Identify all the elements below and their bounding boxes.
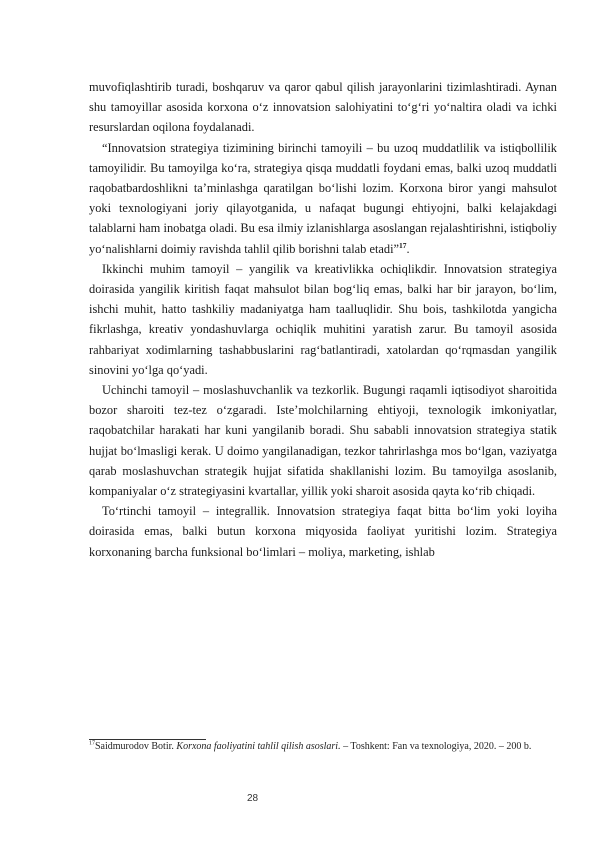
footnote-divider bbox=[89, 739, 206, 740]
page-number: 28 bbox=[246, 793, 259, 804]
paragraph-fourth-principle: To‘rtinchi tamoyil – integrallik. Innovatsion strategiya faqat bitta bo‘lim yoki loyiha doirasida emas, balki butun korxona miqyosida faoliyat yuritishi lozim. Strategiya korxonaning barcha funksional bo‘limlari – moliya, marketing, ishlab bbox=[89, 504, 557, 559]
quote-text: “Innovatsion strategiya tizimining birinchi tamoyili – bu uzoq muddatlilik va istiqbollilik tamoyilidir. Bu tamoyilga ko‘ra, strategiya qisqa muddatli foydani emas, balki uzoq muddatli raqobatbardoshlikni ta’minlashga qaratilgan bo‘lishi lozim. Korxona biror yangi mahsulot yoki texnologiyani joriy qilayotganida, u nafaqat bugungi ehtiyojni, balki kelajakdagi talablarni ham inobatga oladi. Bu esa ilmiy izlanishlarga asoslangan rejalashtirishni, istiqboliy yo‘nalishlarni doimiy ravishda tahlil qilib borishni talab etadi” bbox=[89, 140, 557, 256]
paragraph-first-principle bbox=[89, 138, 557, 259]
paragraph-third-principle: Uchinchi tamoyil – moslashuvchanlik va tezkorlik. Bugungi raqamli iqtisodiyot sharoitida bozor sharoiti tez-tez o‘zgaradi. Iste’molchilarning ehtiyoji, texnologik imkoniyatlar, raqobatchilar harakati har kuni yangilanib boradi. Shu sababli innovatsion strategiya statik hujjat bo‘lmasligi kerak. U doimo yangilanadigan, tezkor tahrirlashga mos bo‘lgan, vaziyatga qarab moslashuvchan strategik hujjat sifatida shakllanishi lozim. Bu tamoyilga asoslanib, kompaniyalar o‘z strategiyasini kvartallar, yillik yoki sharoit asosida qayta ko‘rib chiqadi. bbox=[89, 383, 557, 499]
footnote-reference[interactable]: 17 bbox=[399, 240, 407, 250]
footnote bbox=[89, 741, 559, 753]
footnote-number: 17 bbox=[89, 740, 95, 747]
paragraph-continuation: muvofiqlashtirib turadi, boshqaruv va qaror qabul qilish jarayonlarini tizimlashtiradi. Aynan shu tamoyillar asosida korxona o‘z innovatsion salohiyatini to‘g‘ri yo‘naltira oladi va ichki resurslardan oqilona foydalanadi. bbox=[89, 80, 557, 135]
footnote-publisher: – Toshkent: Fan va texnologiya, 2020. – 200 b. bbox=[340, 741, 532, 752]
footnote-author: Saidmurodov Botir. bbox=[95, 741, 177, 752]
page-body bbox=[89, 77, 557, 562]
paragraph-second-principle: Ikkinchi muhim tamoyil – yangilik va kreativlikka ochiqlikdir. Innovatsion strategiya doirasida yangilik kiritish faqat mahsulot bilan bog‘liq emas, balki har bir jarayon, bo‘lim, ishchi muhit, hatto tashkiliy madaniyatga ham taalluqlidir. Shu bois, tashkilotda yangicha fikrlashga, kreativ yondashuvlarga ochiqlik muhitini yaratish zarur. Bu tamoyil asosida rahbariyat xodimlarning tashabbuslarini rag‘batlantiradi, xatolardan qo‘rqmasdan yangilik sinovini yo‘lga qo‘yadi. bbox=[89, 261, 557, 377]
quote-tail: . bbox=[406, 241, 410, 256]
footnote-title: Korxona faoliyatini tahlil qilish asoslari. bbox=[176, 741, 341, 752]
